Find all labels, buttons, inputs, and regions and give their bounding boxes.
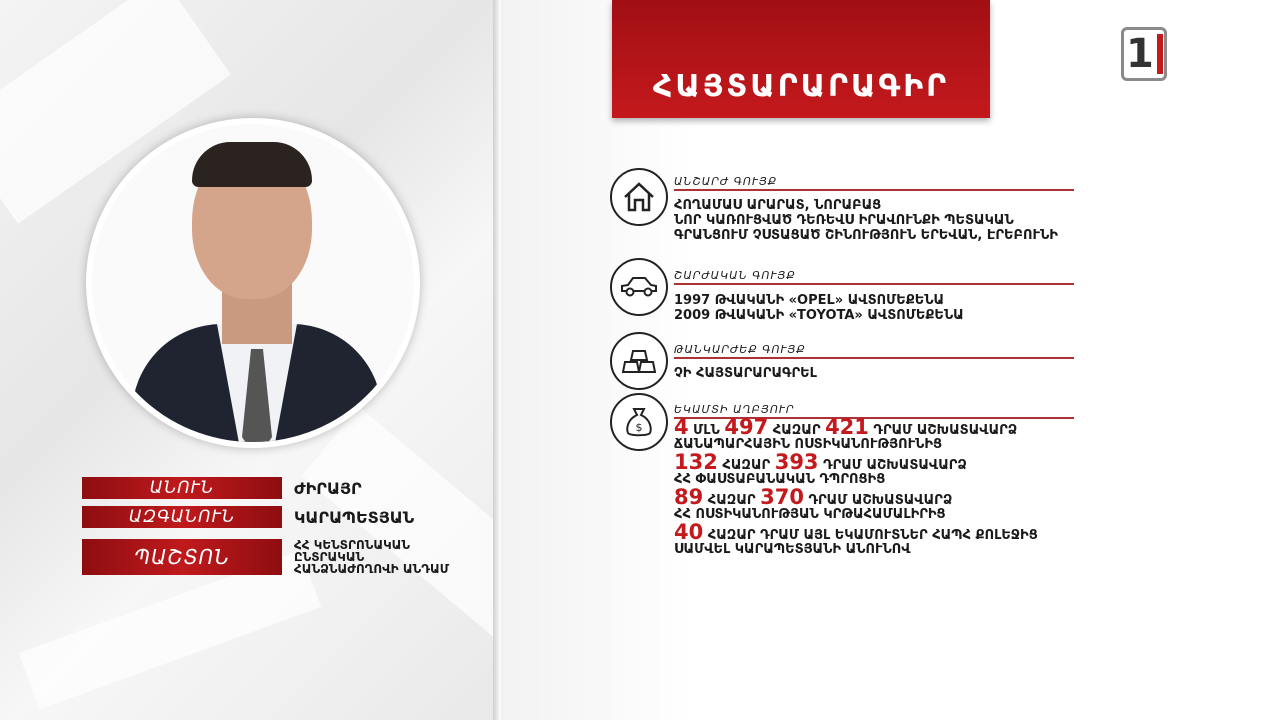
income-source: ՀՀ ՓԱՍՏԱԲԱՆԱԿԱՆ ԴՊՐՈՑԻՑ [674,472,886,487]
panel-divider [493,0,501,720]
logo-text: 1 [1126,31,1154,77]
unit: ԴՐԱՄ ԱՇԽԱՏԱՎԱՐՁ [818,458,967,473]
surname-label: ԱԶԳԱՆՈՒՆ [82,506,282,528]
income-item [674,485,1038,522]
section-title: ԹԱՆԿԱՐԺԵՔ ԳՈՒՅՔ [674,343,1074,359]
surname-row [82,506,414,528]
income-source: ՃԱՆԱՊԱՐՀԱՅԻՆ ՈՍՏԻԿԱՆՈՒԹՅՈՒՆԻՑ [674,437,943,452]
position-line: ՀԱՆՁՆԱԺՈՂՈՎԻ ԱՆԴԱՄ [294,562,450,576]
unit: ՀԱԶԱՐ [717,458,775,473]
unit: ԴՐԱՄ ԱՇԽԱՏԱՎԱՐՁ [868,423,1018,438]
section-title: ԵԿԱՄՏԻ ԱՂԲՅՈՒՐ [674,403,1074,419]
income-source: ՍԱՄՎԵԼ ԿԱՐԱՊԵՏՅԱՆԻ ԱՆՈՒՆՈՎ [674,542,911,557]
surname-value: ԿԱՐԱՊԵՏՅԱՆ [294,507,415,527]
position-value [294,539,449,575]
unit: ՄԼՆ [688,423,725,438]
income-item [674,415,1038,452]
unit: ՀԱԶԱՐ [768,423,826,438]
gold-bars-icon [610,332,668,390]
body-line: ԳՐԱՆՑՈՒՄ ՉՍՏԱՑԱԾ ՇԻՆՈՒԹՅՈՒՆ ԵՐԵՎԱՆ, ԷՐԵԲՈՒՆԻ [674,228,1058,243]
body-line: ՉԻ ՀԱՅՏԱՐԱՐԱԳՐԵԼ [674,366,817,381]
name-value: ԺԻՐԱՅՐ [294,478,362,498]
body-line: ՆՈՐ ԿԱՌՈՒՑՎԱԾ ԴԵՌԵՎՍ ԻՐԱՎՈՒՆՔԻ ՊԵՏԱԿԱՆ [674,213,1014,228]
name-row [82,477,362,499]
amount: 393 [774,450,819,474]
amount: 4 [674,415,689,439]
income-source: ՀՀ ՈՍՏԻԿԱՆՈՒԹՅԱՆ ԿՐԹԱՀԱՄԱԼԻՐԻՑ [674,507,946,522]
amount: 421 [825,415,869,439]
name-label: ԱՆՈՒՆ [82,477,282,499]
position-label: ՊԱՇՏՈՆ [82,539,282,575]
body-line: ՀՈՂԱՄԱՍ ԱՐԱՐԱՏ, ՆՈՐԱԲԱՑ [674,198,882,213]
amount: 132 [674,450,718,474]
section-title: ԱՆՇԱՐԺ ԳՈՒՅՔ [674,175,1074,191]
income-item [674,520,1038,557]
income-list [674,415,1038,557]
amount: 497 [724,415,769,439]
position-line: ՀՀ ԿԵՆՏՐՈՆԱԿԱՆ [294,538,411,552]
unit: ՀԱԶԱՐ [703,493,761,508]
body-line: 2009 ԹՎԱԿԱՆԻ «TOYOTA» ԱՎՏՈՄԵՔԵՆԱ [674,308,964,323]
section-body [674,366,817,381]
unit: ՀԱԶԱՐ ԴՐԱՄ ԱՅԼ ԵԿԱՄՈՒՏՆԵՐ ՀԱՊՀ ՔՈԼԵՋԻՑ [703,528,1038,543]
unit: ԴՐԱՄ ԱՇԽԱՏԱՎԱՐՁ [803,493,953,508]
money-bag-icon [610,393,668,451]
position-line: ԸՆՏՐԱԿԱՆ [294,550,365,564]
car-icon [610,258,668,316]
section-body [674,198,1058,243]
section-title: ՇԱՐԺԱԿԱՆ ԳՈՒՅՔ [674,269,1074,285]
amount: 370 [760,485,804,509]
house-icon [610,168,668,226]
logo-stripe [1157,34,1163,74]
position-row [82,539,449,575]
channel-logo [1121,27,1167,81]
svg-text:$: $ [635,421,643,434]
body-line: 1997 ԹՎԱԿԱՆԻ «OPEL» ԱՎՏՈՄԵՔԵՆԱ [674,293,945,308]
amount: 40 [674,520,704,544]
page-title: ՀԱՅՏԱՐԱՐԱԳԻՐ [652,69,950,104]
amount: 89 [674,485,704,509]
section-body [674,293,964,323]
title-banner [612,0,990,118]
portrait-photo [86,118,420,448]
income-item [674,450,1038,487]
